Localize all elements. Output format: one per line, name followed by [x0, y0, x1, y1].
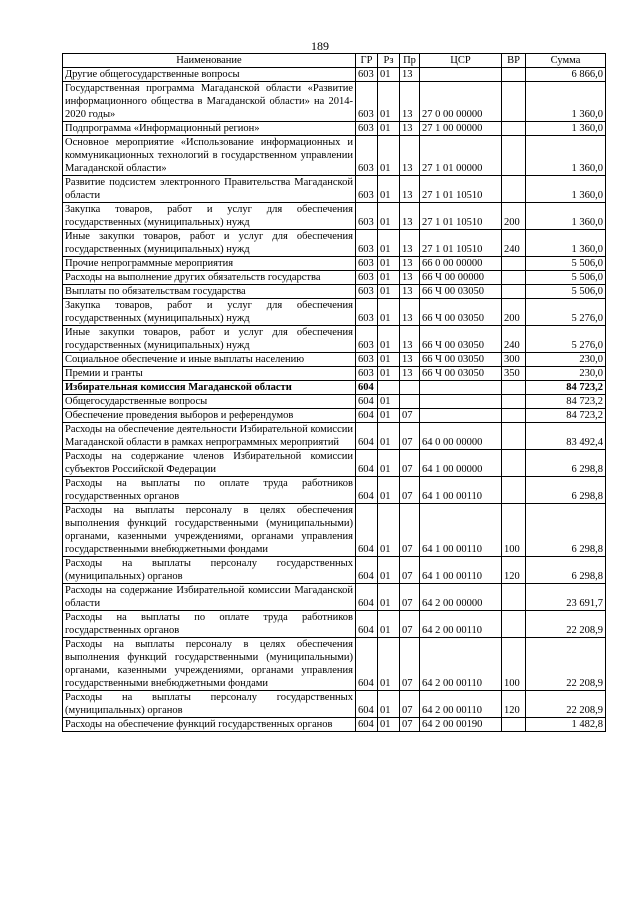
cell-name: Иные закупки товаров, работ и услуг для обеспечения государственных (муниципальных) нужд	[63, 230, 356, 257]
cell-rz: 01	[378, 409, 400, 423]
cell-pr: 07	[400, 477, 420, 504]
cell-name: Расходы на выплаты по оплате труда работников государственных органов	[63, 611, 356, 638]
cell-pr: 07	[400, 691, 420, 718]
cell-csr: 64 1 00 00000	[420, 450, 502, 477]
cell-vr: 200	[502, 299, 526, 326]
cell-sum: 1 482,8	[526, 718, 606, 732]
cell-rz: 01	[378, 584, 400, 611]
table-row	[63, 381, 606, 395]
cell-pr: 07	[400, 557, 420, 584]
cell-csr: 27 1 01 10510	[420, 176, 502, 203]
cell-pr: 13	[400, 136, 420, 176]
cell-name: Расходы на содержание Избирательной комиссии Магаданской области	[63, 584, 356, 611]
table-row	[63, 477, 606, 504]
cell-name: Другие общегосударственные вопросы	[63, 68, 356, 82]
cell-gr: 603	[356, 203, 378, 230]
cell-gr: 604	[356, 409, 378, 423]
cell-pr: 13	[400, 122, 420, 136]
cell-pr: 13	[400, 326, 420, 353]
cell-rz: 01	[378, 271, 400, 285]
cell-gr: 604	[356, 718, 378, 732]
cell-csr: 66 Ч 00 03050	[420, 326, 502, 353]
cell-gr: 604	[356, 504, 378, 557]
cell-name: Обеспечение проведения выборов и референдумов	[63, 409, 356, 423]
cell-gr: 604	[356, 450, 378, 477]
table-row	[63, 718, 606, 732]
cell-sum: 83 492,4	[526, 423, 606, 450]
cell-rz	[378, 381, 400, 395]
cell-sum: 23 691,7	[526, 584, 606, 611]
cell-pr: 07	[400, 423, 420, 450]
cell-gr: 603	[356, 285, 378, 299]
cell-pr: 07	[400, 584, 420, 611]
cell-vr	[502, 122, 526, 136]
cell-pr: 07	[400, 718, 420, 732]
cell-pr: 13	[400, 299, 420, 326]
table-row	[63, 176, 606, 203]
cell-gr: 603	[356, 136, 378, 176]
cell-csr: 64 2 00 00000	[420, 584, 502, 611]
table-row	[63, 326, 606, 353]
table-row	[63, 82, 606, 122]
table-row	[63, 203, 606, 230]
cell-sum: 84 723,2	[526, 409, 606, 423]
cell-name: Социальное обеспечение и иные выплаты населению	[63, 353, 356, 367]
table-row	[63, 691, 606, 718]
cell-csr: 66 Ч 00 03050	[420, 285, 502, 299]
table-row	[63, 638, 606, 691]
table-row	[63, 136, 606, 176]
cell-sum: 1 360,0	[526, 203, 606, 230]
cell-rz: 01	[378, 353, 400, 367]
table-body	[63, 68, 606, 732]
table-row	[63, 367, 606, 381]
cell-gr: 604	[356, 381, 378, 395]
cell-gr: 604	[356, 611, 378, 638]
cell-gr: 603	[356, 353, 378, 367]
cell-rz: 01	[378, 367, 400, 381]
cell-rz: 01	[378, 395, 400, 409]
budget-table	[62, 53, 606, 732]
cell-csr: 27 1 00 00000	[420, 122, 502, 136]
cell-vr	[502, 718, 526, 732]
cell-vr: 350	[502, 367, 526, 381]
cell-pr: 07	[400, 638, 420, 691]
cell-rz: 01	[378, 136, 400, 176]
cell-rz: 01	[378, 203, 400, 230]
table-row	[63, 271, 606, 285]
cell-sum: 6 298,8	[526, 557, 606, 584]
cell-vr: 240	[502, 230, 526, 257]
cell-sum: 6 298,8	[526, 477, 606, 504]
table-row	[63, 557, 606, 584]
cell-pr: 13	[400, 230, 420, 257]
cell-rz: 01	[378, 423, 400, 450]
cell-vr	[502, 136, 526, 176]
page-number: 189	[311, 39, 329, 53]
cell-rz: 01	[378, 638, 400, 691]
cell-csr: 66 Ч 00 03050	[420, 367, 502, 381]
cell-sum: 6 866,0	[526, 68, 606, 82]
cell-rz: 01	[378, 718, 400, 732]
cell-csr	[420, 381, 502, 395]
table-header-row	[63, 54, 606, 68]
cell-pr: 13	[400, 271, 420, 285]
cell-vr	[502, 477, 526, 504]
cell-csr: 66 Ч 00 00000	[420, 271, 502, 285]
cell-name: Премии и гранты	[63, 367, 356, 381]
table-row	[63, 423, 606, 450]
cell-pr: 13	[400, 285, 420, 299]
cell-csr	[420, 395, 502, 409]
cell-name: Иные закупки товаров, работ и услуг для обеспечения государственных (муниципальных) нужд	[63, 326, 356, 353]
table-row	[63, 409, 606, 423]
cell-vr: 100	[502, 504, 526, 557]
cell-rz: 01	[378, 691, 400, 718]
cell-rz: 01	[378, 611, 400, 638]
cell-vr: 240	[502, 326, 526, 353]
cell-vr	[502, 584, 526, 611]
cell-name: Расходы на обеспечение функций государственных органов	[63, 718, 356, 732]
cell-pr: 13	[400, 257, 420, 271]
cell-pr: 13	[400, 68, 420, 82]
table-row	[63, 122, 606, 136]
header-csr: ЦСР	[420, 54, 502, 68]
cell-gr: 604	[356, 691, 378, 718]
cell-gr: 604	[356, 477, 378, 504]
cell-name: Расходы на выплаты персоналу в целях обеспечения выполнения функций государственными (муниципальными) органами, казенными учреждениями, органами управления государственными внебюджетными фондами	[63, 638, 356, 691]
table-row	[63, 68, 606, 82]
header-vr: ВР	[502, 54, 526, 68]
cell-rz: 01	[378, 122, 400, 136]
cell-name: Закупка товаров, работ и услуг для обеспечения государственных (муниципальных) нужд	[63, 203, 356, 230]
cell-name: Государственная программа Магаданской области «Развитие информационного общества в Магаданской области» на 2014-2020 годы»	[63, 82, 356, 122]
cell-vr	[502, 82, 526, 122]
table-row	[63, 257, 606, 271]
cell-vr	[502, 68, 526, 82]
cell-vr	[502, 176, 526, 203]
header-gr: ГР	[356, 54, 378, 68]
cell-pr: 07	[400, 611, 420, 638]
cell-name: Прочие непрограммные мероприятия	[63, 257, 356, 271]
cell-sum: 1 360,0	[526, 122, 606, 136]
cell-csr: 64 1 00 00110	[420, 477, 502, 504]
table-row	[63, 230, 606, 257]
cell-gr: 603	[356, 257, 378, 271]
cell-pr: 07	[400, 504, 420, 557]
cell-csr	[420, 68, 502, 82]
cell-sum: 6 298,8	[526, 450, 606, 477]
cell-name: Расходы на обеспечение деятельности Избирательной комиссии Магаданской области в рамках непрограммных мероприятий	[63, 423, 356, 450]
cell-csr	[420, 409, 502, 423]
cell-csr: 64 1 00 00110	[420, 557, 502, 584]
cell-sum: 5 506,0	[526, 257, 606, 271]
cell-csr: 27 1 01 00000	[420, 136, 502, 176]
cell-sum: 5 276,0	[526, 326, 606, 353]
cell-sum: 1 360,0	[526, 176, 606, 203]
cell-vr	[502, 271, 526, 285]
cell-name: Расходы на выплаты персоналу в целях обеспечения выполнения функций государственными (муниципальными) органами, казенными учреждениями, органами управления государственными внебюджетными фондами	[63, 504, 356, 557]
cell-vr	[502, 395, 526, 409]
cell-csr: 66 Ч 00 03050	[420, 353, 502, 367]
cell-gr: 603	[356, 122, 378, 136]
cell-vr	[502, 257, 526, 271]
table-row	[63, 504, 606, 557]
cell-csr: 27 1 01 10510	[420, 203, 502, 230]
cell-vr: 300	[502, 353, 526, 367]
cell-vr	[502, 450, 526, 477]
cell-sum: 84 723,2	[526, 381, 606, 395]
cell-csr: 66 0 00 00000	[420, 257, 502, 271]
cell-sum: 5 276,0	[526, 299, 606, 326]
cell-sum: 230,0	[526, 367, 606, 381]
cell-gr: 604	[356, 638, 378, 691]
cell-name: Расходы на выплаты по оплате труда работников государственных органов	[63, 477, 356, 504]
cell-pr: 13	[400, 82, 420, 122]
cell-rz: 01	[378, 176, 400, 203]
cell-sum: 1 360,0	[526, 136, 606, 176]
cell-vr	[502, 423, 526, 450]
cell-gr: 604	[356, 395, 378, 409]
table-row	[63, 299, 606, 326]
cell-csr: 64 0 00 00000	[420, 423, 502, 450]
table-row	[63, 395, 606, 409]
cell-name: Закупка товаров, работ и услуг для обеспечения государственных (муниципальных) нужд	[63, 299, 356, 326]
cell-rz: 01	[378, 285, 400, 299]
cell-vr	[502, 409, 526, 423]
cell-name: Развитие подсистем электронного Правительства Магаданской области	[63, 176, 356, 203]
cell-rz: 01	[378, 557, 400, 584]
cell-sum: 84 723,2	[526, 395, 606, 409]
cell-gr: 604	[356, 584, 378, 611]
cell-vr: 200	[502, 203, 526, 230]
cell-pr: 07	[400, 409, 420, 423]
cell-name: Расходы на выплаты персоналу государственных (муниципальных) органов	[63, 557, 356, 584]
cell-name: Расходы на выплаты персоналу государственных (муниципальных) органов	[63, 691, 356, 718]
cell-rz: 01	[378, 257, 400, 271]
cell-rz: 01	[378, 326, 400, 353]
cell-pr: 13	[400, 353, 420, 367]
table-row	[63, 611, 606, 638]
cell-csr: 64 2 00 00190	[420, 718, 502, 732]
cell-pr: 13	[400, 367, 420, 381]
table-row	[63, 450, 606, 477]
table-row	[63, 353, 606, 367]
cell-gr: 603	[356, 326, 378, 353]
cell-sum: 230,0	[526, 353, 606, 367]
table-row	[63, 584, 606, 611]
cell-gr: 603	[356, 230, 378, 257]
cell-sum: 1 360,0	[526, 82, 606, 122]
cell-sum: 5 506,0	[526, 271, 606, 285]
header-sum: Сумма	[526, 54, 606, 68]
cell-csr: 64 2 00 00110	[420, 611, 502, 638]
cell-gr: 603	[356, 367, 378, 381]
cell-vr: 120	[502, 557, 526, 584]
cell-rz: 01	[378, 230, 400, 257]
cell-name: Расходы на выполнение других обязательств государства	[63, 271, 356, 285]
table-row	[63, 285, 606, 299]
header-rz: Рз	[378, 54, 400, 68]
cell-csr: 64 2 00 00110	[420, 691, 502, 718]
cell-pr: 13	[400, 176, 420, 203]
cell-sum: 22 208,9	[526, 638, 606, 691]
header-pr: Пр	[400, 54, 420, 68]
cell-name: Расходы на содержание членов Избирательной комиссии субъектов Российской Федерации	[63, 450, 356, 477]
cell-gr: 603	[356, 68, 378, 82]
cell-sum: 5 506,0	[526, 285, 606, 299]
cell-csr: 27 0 00 00000	[420, 82, 502, 122]
cell-vr	[502, 611, 526, 638]
cell-gr: 603	[356, 82, 378, 122]
cell-rz: 01	[378, 450, 400, 477]
cell-rz: 01	[378, 477, 400, 504]
cell-sum: 6 298,8	[526, 504, 606, 557]
cell-sum: 22 208,9	[526, 691, 606, 718]
cell-gr: 603	[356, 176, 378, 203]
header-name: Наименование	[63, 54, 356, 68]
cell-sum: 1 360,0	[526, 230, 606, 257]
cell-vr	[502, 381, 526, 395]
cell-csr: 27 1 01 10510	[420, 230, 502, 257]
cell-vr	[502, 285, 526, 299]
cell-vr: 120	[502, 691, 526, 718]
cell-gr: 603	[356, 271, 378, 285]
cell-name: Избирательная комиссия Магаданской области	[63, 381, 356, 395]
cell-rz: 01	[378, 82, 400, 122]
cell-name: Общегосударственные вопросы	[63, 395, 356, 409]
cell-csr: 66 Ч 00 03050	[420, 299, 502, 326]
cell-pr: 13	[400, 203, 420, 230]
cell-sum: 22 208,9	[526, 611, 606, 638]
cell-name: Основное мероприятие «Использование информационных и коммуникационных технологий в государственном управлении Магаданской области»	[63, 136, 356, 176]
cell-gr: 603	[356, 299, 378, 326]
cell-name: Выплаты по обязательствам государства	[63, 285, 356, 299]
cell-rz: 01	[378, 504, 400, 557]
cell-rz: 01	[378, 299, 400, 326]
cell-pr	[400, 395, 420, 409]
cell-pr	[400, 381, 420, 395]
cell-csr: 64 1 00 00110	[420, 504, 502, 557]
cell-vr: 100	[502, 638, 526, 691]
cell-pr: 07	[400, 450, 420, 477]
cell-gr: 604	[356, 557, 378, 584]
cell-name: Подпрограмма «Информационный регион»	[63, 122, 356, 136]
cell-gr: 604	[356, 423, 378, 450]
cell-rz: 01	[378, 68, 400, 82]
cell-csr: 64 2 00 00110	[420, 638, 502, 691]
